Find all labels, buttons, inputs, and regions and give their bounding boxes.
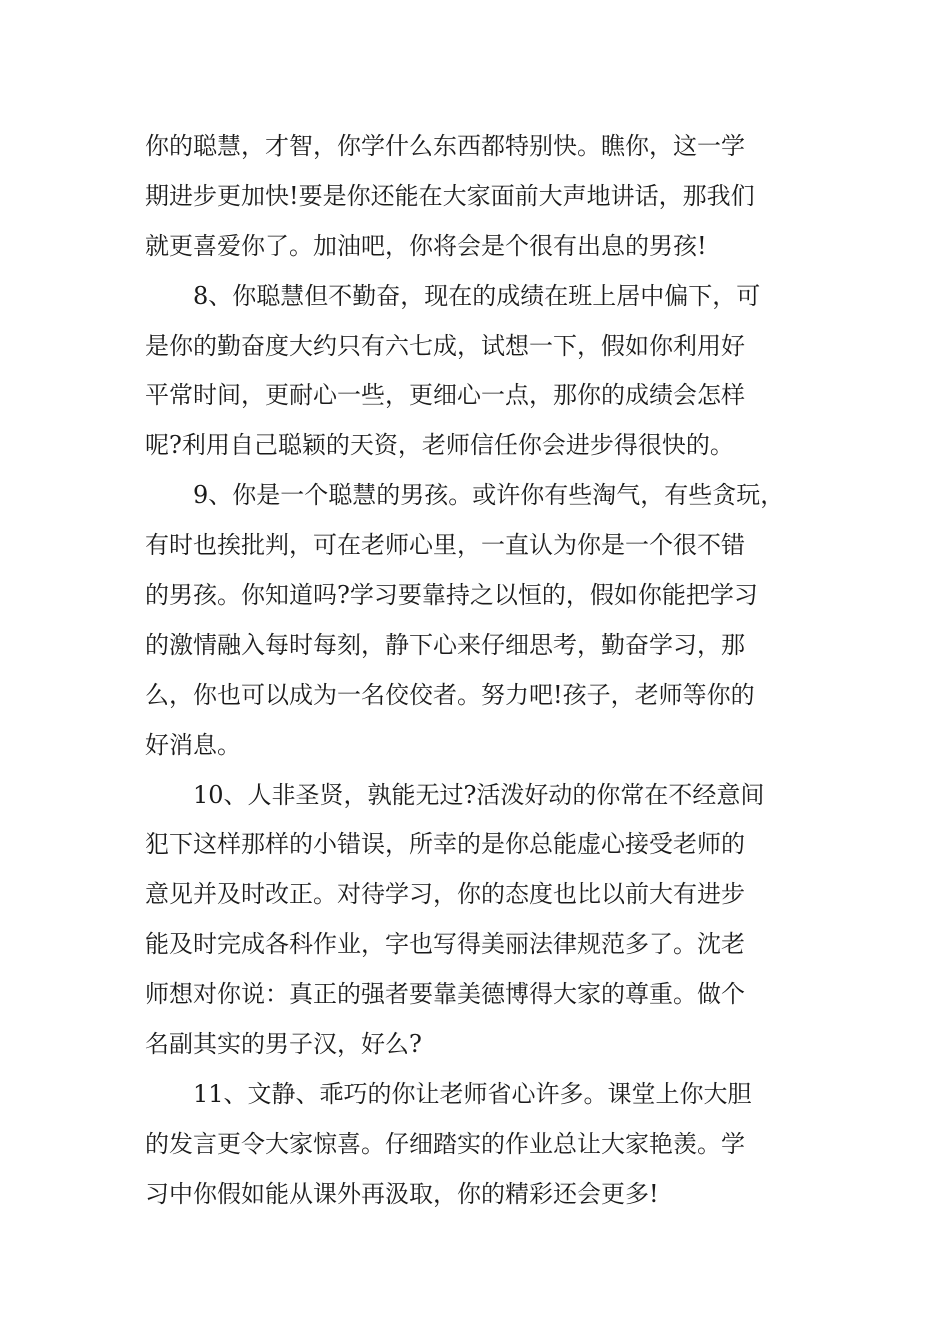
paragraph-line: 有时也挨批判，可在老师心里，一直认为你是一个很不错 — [145, 531, 745, 560]
paragraph-line: 意见并及时改正。对待学习，你的态度也比以前大有进步 — [145, 880, 745, 909]
paragraph-line: 名副其实的男子汉，好么? — [145, 1030, 422, 1059]
paragraph-line: 就更喜爱你了。加油吧，你将会是个很有出息的男孩! — [145, 231, 707, 260]
paragraph-line: 的激情融入每时每刻，静下心来仔细思考，勤奋学习，那 — [145, 630, 745, 659]
paragraph-line: 习中你假如能从课外再汲取，你的精彩还会更多! — [145, 1179, 659, 1208]
paragraph-line: 犯下这样那样的小错误，所幸的是你总能虚心接受老师的 — [145, 830, 745, 859]
paragraph-line: 能及时完成各科作业，字也写得美丽法律规范多了。沈老 — [145, 930, 745, 959]
paragraph-line: 11、文静、乖巧的你让老师省心许多。课堂上你大胆 — [193, 1079, 752, 1108]
paragraph-line: 师想对你说：真正的强者要靠美德博得大家的尊重。做个 — [145, 980, 745, 1009]
paragraph-line: 平常时间，更耐心一些，更细心一点，那你的成绩会怎样 — [145, 381, 745, 410]
paragraph-line: 的发言更令大家惊喜。仔细踏实的作业总让大家艳羡。学 — [145, 1129, 745, 1158]
document-body — [145, 122, 835, 1220]
paragraph-line: 你的聪慧，才智，你学什么东西都特别快。瞧你，这一学 — [145, 132, 745, 160]
paragraph-line: 10、人非圣贤，孰能无过?活泼好动的你常在不经意间 — [193, 780, 765, 809]
paragraph-line: 期进步更加快!要是你还能在大家面前大声地讲话，那我们 — [145, 181, 755, 210]
paragraph-line: 好消息。 — [145, 730, 241, 759]
paragraph-line: 是你的勤奋度大约只有六七成，试想一下，假如你利用好 — [145, 331, 745, 360]
paragraph-line: 么，你也可以成为一名佼佼者。努力吧!孩子，老师等你的 — [145, 680, 755, 709]
paragraph-line: 9、你是一个聪慧的男孩。或许你有些淘气，有些贪玩， — [193, 481, 785, 510]
paragraph-line: 8、你聪慧但不勤奋，现在的成绩在班上居中偏下，可 — [193, 281, 761, 310]
paragraph-line: 呢?利用自己聪颖的天资，老师信任你会进步得很快的。 — [145, 431, 734, 460]
paragraph-line: 的男孩。你知道吗?学习要靠持之以恒的，假如你能把学习 — [145, 581, 758, 610]
